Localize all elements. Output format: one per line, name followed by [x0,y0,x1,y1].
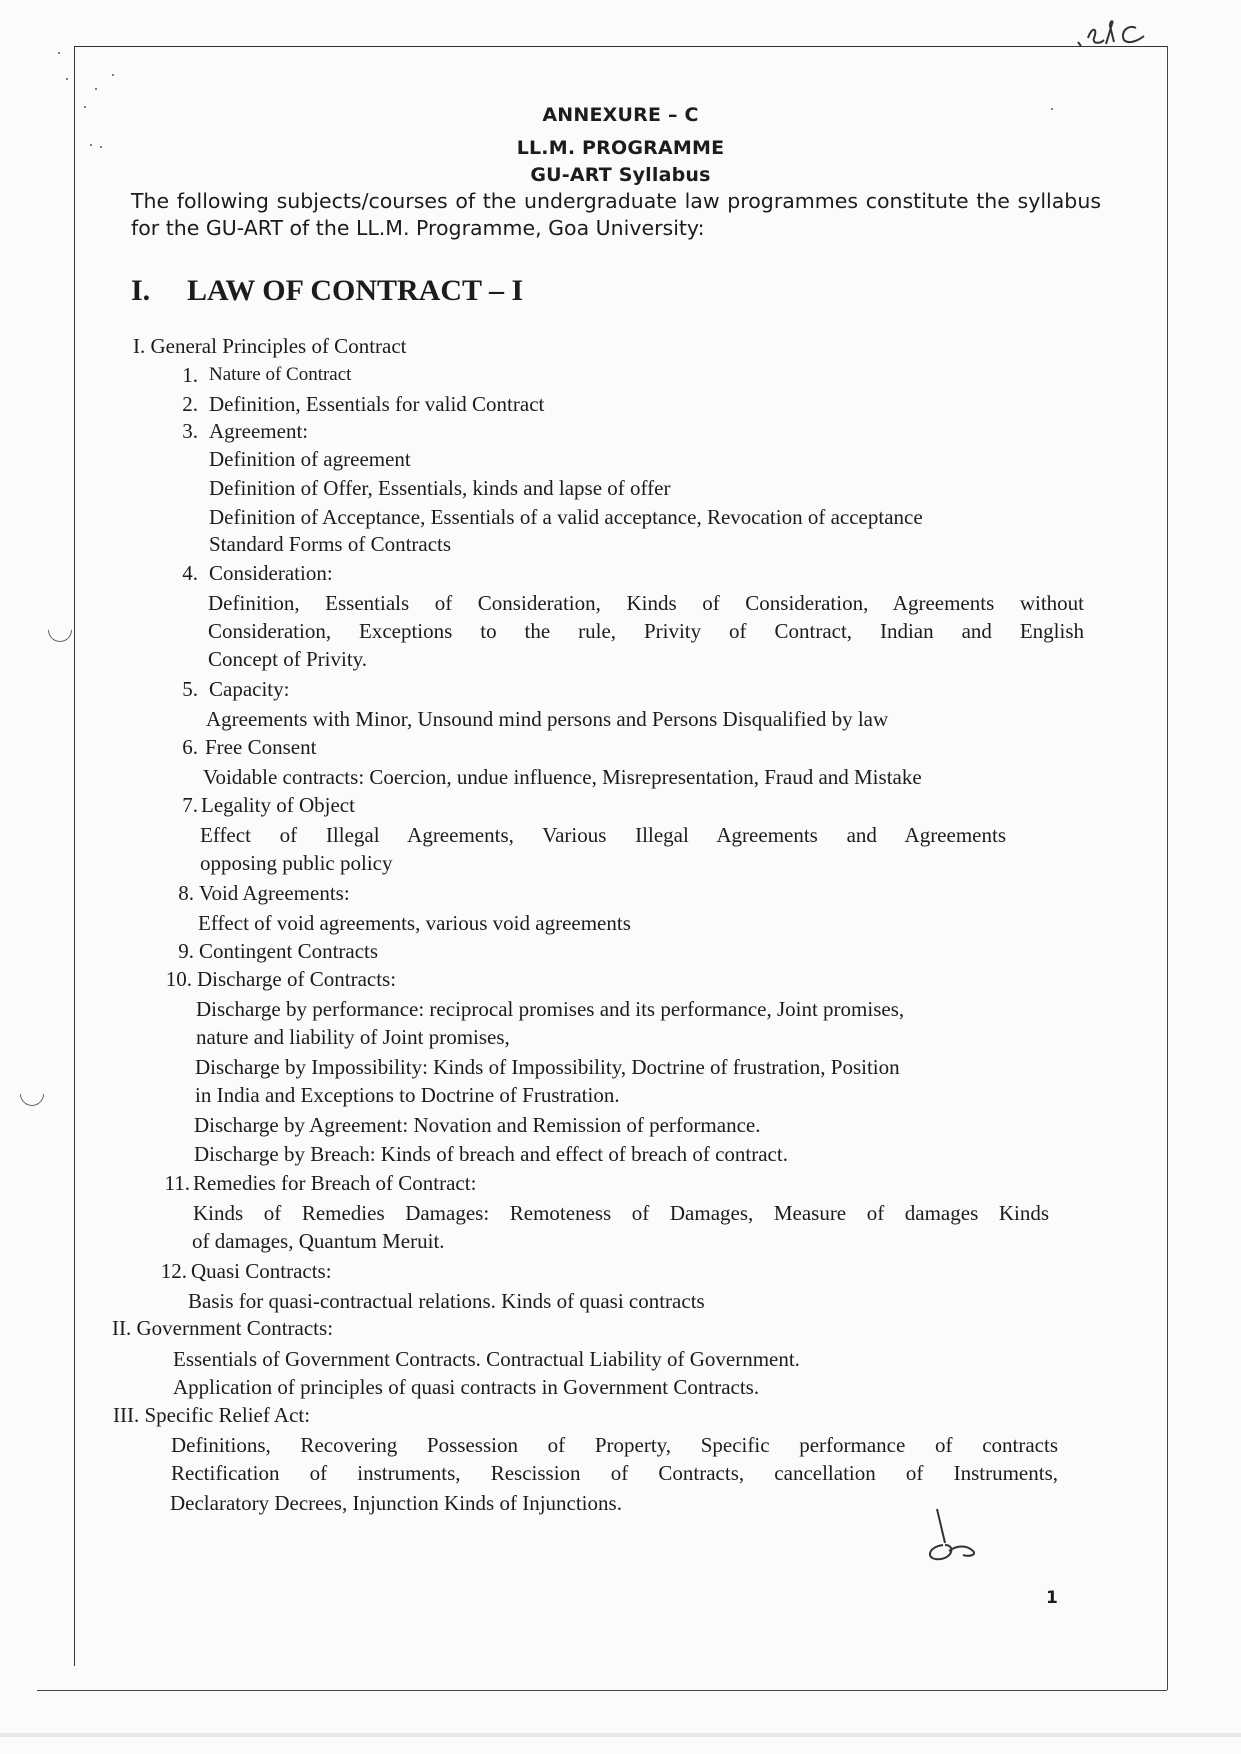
item-title: Nature of Contract [209,364,352,385]
item-number: 2. [182,392,198,416]
item-title: Consideration: [209,561,333,585]
item-detail: of damages, Quantum Meruit. [192,1229,445,1253]
page-border-right [1167,46,1168,1690]
item-title: Quasi Contracts: [191,1259,332,1283]
punch-hole-mark [43,613,77,647]
part-detail: Essentials of Government Contracts. Contractual Liability of Government. [173,1347,800,1371]
item-number: 12. [160,1259,187,1283]
item-detail: Discharge by Breach: Kinds of breach and effect of breach of contract. [194,1142,788,1166]
section-title [131,274,523,308]
intro-paragraph: The following subjects/courses of the undergraduate law programmes constitute the syllabus for the GU-ART of the LL.M. Programme, Goa University: [131,189,1101,240]
section-number: I. [131,274,151,307]
item-detail: Definition of Acceptance, Essentials of a valid acceptance, Revocation of acceptance [209,505,923,529]
item-title: Definition, Essentials for valid Contract [209,392,545,416]
part-detail: Application of principles of quasi contracts in Government Contracts. [173,1375,760,1399]
item-title: Contingent Contracts [199,939,379,963]
item-title: Void Agreements: [199,881,350,905]
item-detail: in India and Exceptions to Doctrine of Frustration. [195,1083,620,1107]
item-detail: Basis for quasi-contractual relations. Kinds of quasi contracts [188,1289,705,1313]
item-number: 6. [182,735,198,759]
item-number: 3. [182,419,198,443]
page-number: 1 [1046,1588,1058,1608]
section-title-text: LAW OF CONTRACT – I [187,274,524,307]
item-detail: Definition of agreement [209,447,411,471]
part-heading: III. Specific Relief Act: [113,1403,311,1427]
item-number: 4. [182,561,198,585]
scan-speck [95,88,97,90]
item-title: Free Consent [205,735,317,759]
scan-speck [112,74,114,76]
item-detail: Concept of Privity. [208,647,368,671]
item-detail: nature and liability of Joint promises, [196,1025,510,1049]
syllabus-heading: GU-ART Syllabus [530,164,711,186]
page-border-top [74,46,1168,47]
part-detail: Definitions, Recovering Possession of Property, Specific performance of contracts [171,1433,1058,1457]
part-heading: I. General Principles of Contract [133,334,407,358]
item-number: 5. [182,677,198,701]
item-number: 1. [182,363,198,387]
item-title: Discharge of Contracts: [197,967,397,991]
item-detail: opposing public policy [200,851,393,875]
item-number: 9. [178,939,194,963]
item-detail: Kinds of Remedies Damages: Remoteness of Damages, Measure of damages Kinds [193,1201,1049,1225]
item-detail: Discharge by Agreement: Novation and Remission of performance. [194,1113,761,1137]
item-detail: Standard Forms of Contracts [209,532,452,556]
annexure-heading: ANNEXURE – C [542,104,699,126]
item-detail: Consideration, Exceptions to the rule, Privity of Contract, Indian and English [208,619,1084,643]
item-title: Legality of Object [201,793,355,817]
item-detail: Effect of Illegal Agreements, Various Illegal Agreements and Agreements [200,823,1006,847]
item-number: 11. [164,1171,190,1195]
item-detail: Discharge by Impossibility: Kinds of Impossibility, Doctrine of frustration, Position [195,1055,900,1079]
part-detail: Declaratory Decrees, Injunction Kinds of Injunctions. [170,1491,622,1515]
item-number: 7. [182,793,198,817]
item-detail: Discharge by performance: reciprocal promises and its performance, Joint promises, [196,997,905,1021]
scan-speck [58,52,60,54]
signature-icon [915,1505,990,1570]
item-detail: Agreements with Minor, Unsound mind persons and Persons Disqualified by law [206,707,889,731]
punch-hole-mark [15,1077,49,1111]
page-border-left [74,46,75,1666]
item-title: Agreement: [209,419,309,443]
item-title: Capacity: [209,677,290,701]
programme-heading: LL.M. PROGRAMME [516,137,725,159]
item-detail: Definition, Essentials of Consideration, Kinds of Consideration, Agreements without [208,591,1084,615]
page-border-bottom [37,1690,1167,1691]
scan-speck [66,78,68,80]
part-detail: Rectification of instruments, Rescission of Contracts, cancellation of Instruments, [171,1461,1058,1485]
handwritten-mark-icon [1072,16,1152,56]
item-number: 8. [178,881,194,905]
item-title: Remedies for Breach of Contract: [193,1171,477,1195]
item-number: 10. [165,967,192,991]
item-detail: Definition of Offer, Essentials, kinds and lapse of offer [209,476,671,500]
item-detail: Effect of void agreements, various void agreements [198,911,631,935]
part-heading: II. Government Contracts: [112,1316,334,1340]
item-detail: Voidable contracts: Coercion, undue influence, Misrepresentation, Fraud and Mistake [203,765,922,789]
scan-edge [0,1733,1241,1737]
